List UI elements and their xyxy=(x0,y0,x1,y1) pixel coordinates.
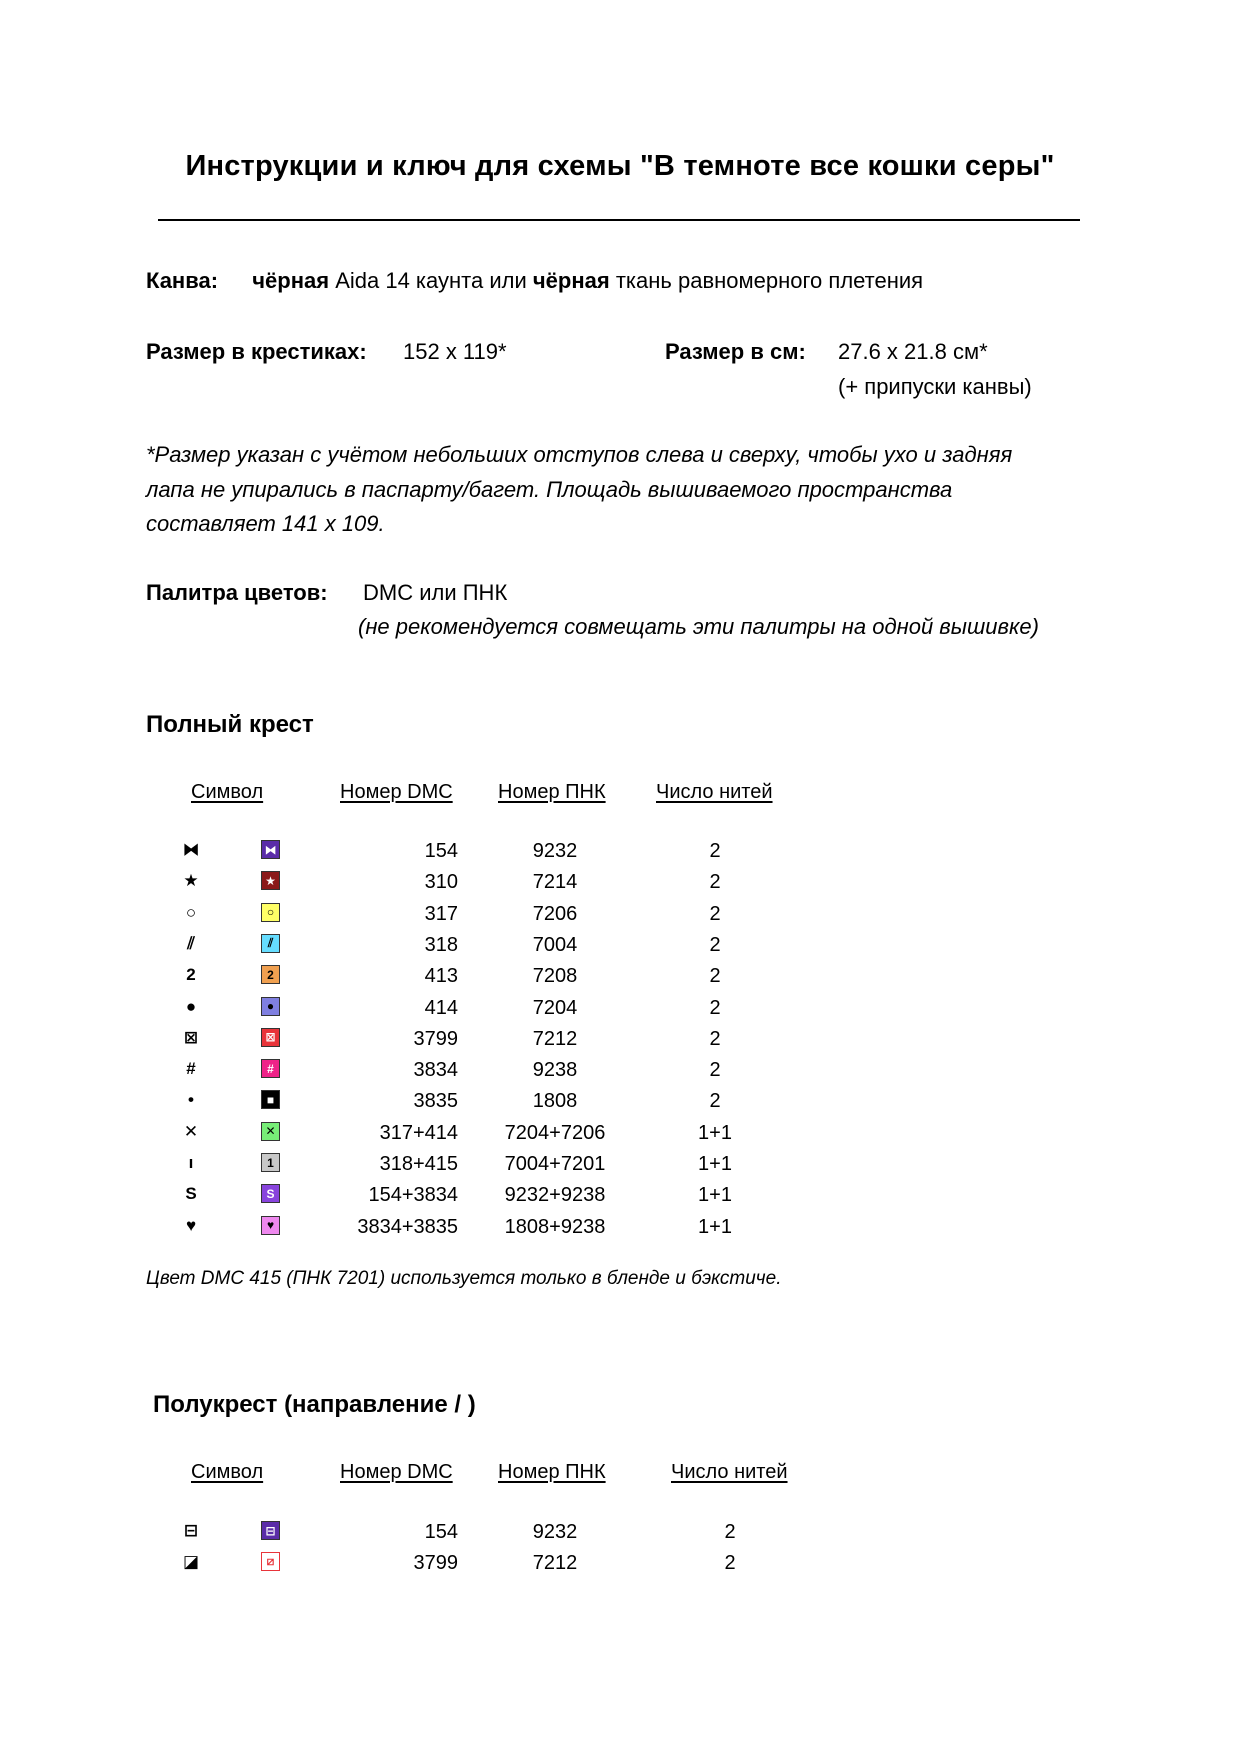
table-row xyxy=(0,1122,1240,1152)
header-threads: Число нитей xyxy=(671,1461,788,1483)
pnk-number: 9232+9238 xyxy=(504,1184,606,1207)
size-cm-label: Размер в см: xyxy=(665,339,806,364)
palette-label: Палитра цветов: xyxy=(146,580,328,605)
pnk-number: 7208 xyxy=(532,965,578,988)
canvas-label: Канва: xyxy=(146,268,219,293)
dmc-number: 318+415 xyxy=(379,1153,458,1175)
color-swatch-boxed-slash-icon: ⧄ xyxy=(261,1552,280,1571)
table-row xyxy=(0,1153,1240,1183)
full-cross-header-row xyxy=(0,781,1240,811)
header-pnk: Номер ПНК xyxy=(498,781,606,803)
color-swatch-boxed-lines-icon: ⊟ xyxy=(261,1521,280,1540)
color-swatch-bar-icon: 1 xyxy=(261,1153,280,1172)
thread-count: 2 xyxy=(709,996,721,1019)
size-footnote xyxy=(146,438,1012,542)
diagonal-lines-icon: ⫽ xyxy=(187,933,195,953)
pnk-number: 7212 xyxy=(532,1027,578,1050)
table-row xyxy=(0,1552,1240,1582)
full-cross-heading: Полный крест xyxy=(146,711,314,738)
dmc-number: 318 xyxy=(424,933,458,956)
cross-icon: ✕ xyxy=(183,1121,199,1141)
circle-outline-icon: ○ xyxy=(185,902,197,922)
boxed-lines-icon: ⊟ xyxy=(183,1521,199,1540)
pnk-number: 7212 xyxy=(532,1552,578,1575)
table-row xyxy=(0,840,1240,870)
color-swatch-circle-outline-icon: ○ xyxy=(261,903,280,922)
dmc-number: 317 xyxy=(424,902,458,925)
color-swatch-boxed-x-icon: ⊠ xyxy=(261,1028,280,1047)
size-stitches-value: 152 x 119* xyxy=(403,339,507,364)
size-cm-note: (+ припуски канвы) xyxy=(838,374,1032,399)
pnk-number: 7204+7206 xyxy=(504,1121,606,1144)
color-swatch-dot-icon: ■ xyxy=(261,1090,280,1109)
header-symbol: Символ xyxy=(191,781,264,803)
size-cm-value: 27.6 x 21.8 см* xyxy=(838,339,988,364)
thread-count: 1+1 xyxy=(698,1121,732,1144)
header-pnk: Номер ПНК xyxy=(498,1461,606,1483)
thread-count: 2 xyxy=(709,871,721,894)
star-icon: ★ xyxy=(183,871,199,891)
footnote-line: составляет 141 x 109. xyxy=(146,511,385,536)
heart-icon: ♥ xyxy=(185,1215,197,1235)
hash-icon: # xyxy=(186,1059,196,1079)
table-row xyxy=(0,1028,1240,1058)
color-swatch-filled-circle-icon: ● xyxy=(261,997,280,1016)
table-row xyxy=(0,1090,1240,1120)
dmc-number: 154+3834 xyxy=(368,1184,458,1207)
boxed-x-icon: ⊠ xyxy=(183,1027,199,1047)
color-swatch-cross-icon: ✕ xyxy=(261,1122,280,1141)
dmc-number: 3799 xyxy=(413,1027,458,1050)
pnk-number: 7004 xyxy=(532,933,578,956)
thread-count: 2 xyxy=(709,933,721,956)
thread-count: 2 xyxy=(709,1059,721,1082)
dmc-number: 154 xyxy=(424,1521,458,1543)
thread-count: 1+1 xyxy=(698,1184,732,1207)
color-swatch-heart-icon: ♥ xyxy=(261,1216,280,1235)
thread-count: 2 xyxy=(709,902,721,925)
palette-note: (не рекомендуется совмещать эти палитры на одной вышивке) xyxy=(358,614,1039,639)
footnote-line: лапа не упирались в паспарту/багет. Площадь вышиваемого пространства xyxy=(146,476,953,502)
dmc-number: 317+414 xyxy=(379,1121,458,1144)
pnk-number: 7214 xyxy=(532,871,578,894)
thread-count: 2 xyxy=(724,1521,736,1543)
digit-two-icon: 2 xyxy=(186,965,196,985)
table-row xyxy=(0,965,1240,995)
dmc-number: 154 xyxy=(424,840,458,862)
color-swatch-digit-two-icon: 2 xyxy=(261,965,280,984)
header-symbol: Символ xyxy=(191,1461,264,1483)
table-row xyxy=(0,934,1240,964)
table-row xyxy=(0,1216,1240,1246)
dmc-number: 3835 xyxy=(413,1090,458,1113)
pnk-number: 7206 xyxy=(532,902,578,925)
palette-value: DMC или ПНК xyxy=(363,580,508,605)
dmc-number: 3799 xyxy=(413,1552,458,1575)
table-row xyxy=(0,903,1240,933)
thread-count: 1+1 xyxy=(698,1215,732,1238)
title-divider xyxy=(158,219,1080,221)
dmc-number: 310 xyxy=(424,871,458,894)
table-row xyxy=(0,997,1240,1027)
color-swatch-star-icon: ★ xyxy=(261,871,280,890)
table-row xyxy=(0,871,1240,901)
canvas-color-2: чёрная xyxy=(532,268,610,293)
page-title: Инструкции и ключ для схемы "В темноте все кошки серы" xyxy=(185,150,1055,182)
thread-count: 2 xyxy=(709,840,721,862)
header-threads: Число нитей xyxy=(656,781,773,803)
letter-s-icon: S xyxy=(185,1184,197,1204)
header-dmc: Номер DMC xyxy=(340,1461,453,1483)
canvas-color-1: чёрная xyxy=(252,268,330,293)
pnk-number: 9232 xyxy=(532,840,578,862)
thread-count: 2 xyxy=(724,1552,736,1575)
canvas-line xyxy=(146,268,923,294)
table-row xyxy=(0,1521,1240,1551)
color-swatch-diagonal-lines-icon: ⫽ xyxy=(261,934,280,953)
thread-count: 2 xyxy=(709,965,721,988)
dot-icon: • xyxy=(188,1090,194,1110)
dmc-number: 414 xyxy=(424,996,458,1019)
thread-count: 1+1 xyxy=(698,1153,732,1175)
pnk-number: 9238 xyxy=(532,1059,578,1082)
pnk-number: 1808 xyxy=(532,1090,578,1113)
blend-note: Цвет DMC 415 (ПНК 7201) используется только в бленде и бэкстиче. xyxy=(146,1268,782,1289)
bar-icon: ı xyxy=(188,1153,194,1172)
half-cross-header-row xyxy=(0,1461,1240,1491)
pnk-number: 1808+9238 xyxy=(504,1215,606,1238)
size-stitches-label: Размер в крестиках: xyxy=(146,339,367,364)
color-swatch-bowtie-icon: ⧓ xyxy=(261,840,280,859)
canvas-text-1: Aida 14 каунта или xyxy=(335,268,527,293)
thread-count: 2 xyxy=(709,1090,721,1113)
color-swatch-letter-s-icon: S xyxy=(261,1184,280,1203)
footnote-line: *Размер указан с учётом небольших отступов слева и сверху, чтобы ухо и задняя xyxy=(146,442,1013,467)
dmc-number: 3834+3835 xyxy=(357,1215,458,1238)
table-row xyxy=(0,1184,1240,1214)
boxed-slash-icon: ◪ xyxy=(182,1552,200,1572)
pnk-number: 9232 xyxy=(532,1521,578,1543)
dmc-number: 3834 xyxy=(413,1059,458,1082)
header-dmc: Номер DMC xyxy=(340,781,453,803)
color-swatch-hash-icon: # xyxy=(261,1059,280,1078)
half-cross-heading: Полукрест (направление / ) xyxy=(153,1391,476,1418)
pnk-number: 7004+7201 xyxy=(504,1153,606,1175)
bowtie-icon: ⧓ xyxy=(182,840,200,859)
filled-circle-icon: ● xyxy=(185,996,197,1016)
table-row xyxy=(0,1059,1240,1089)
dmc-number: 413 xyxy=(424,965,458,988)
pnk-number: 7204 xyxy=(532,996,578,1019)
thread-count: 2 xyxy=(709,1027,721,1050)
canvas-text-2: ткань равномерного плетения xyxy=(615,268,924,293)
